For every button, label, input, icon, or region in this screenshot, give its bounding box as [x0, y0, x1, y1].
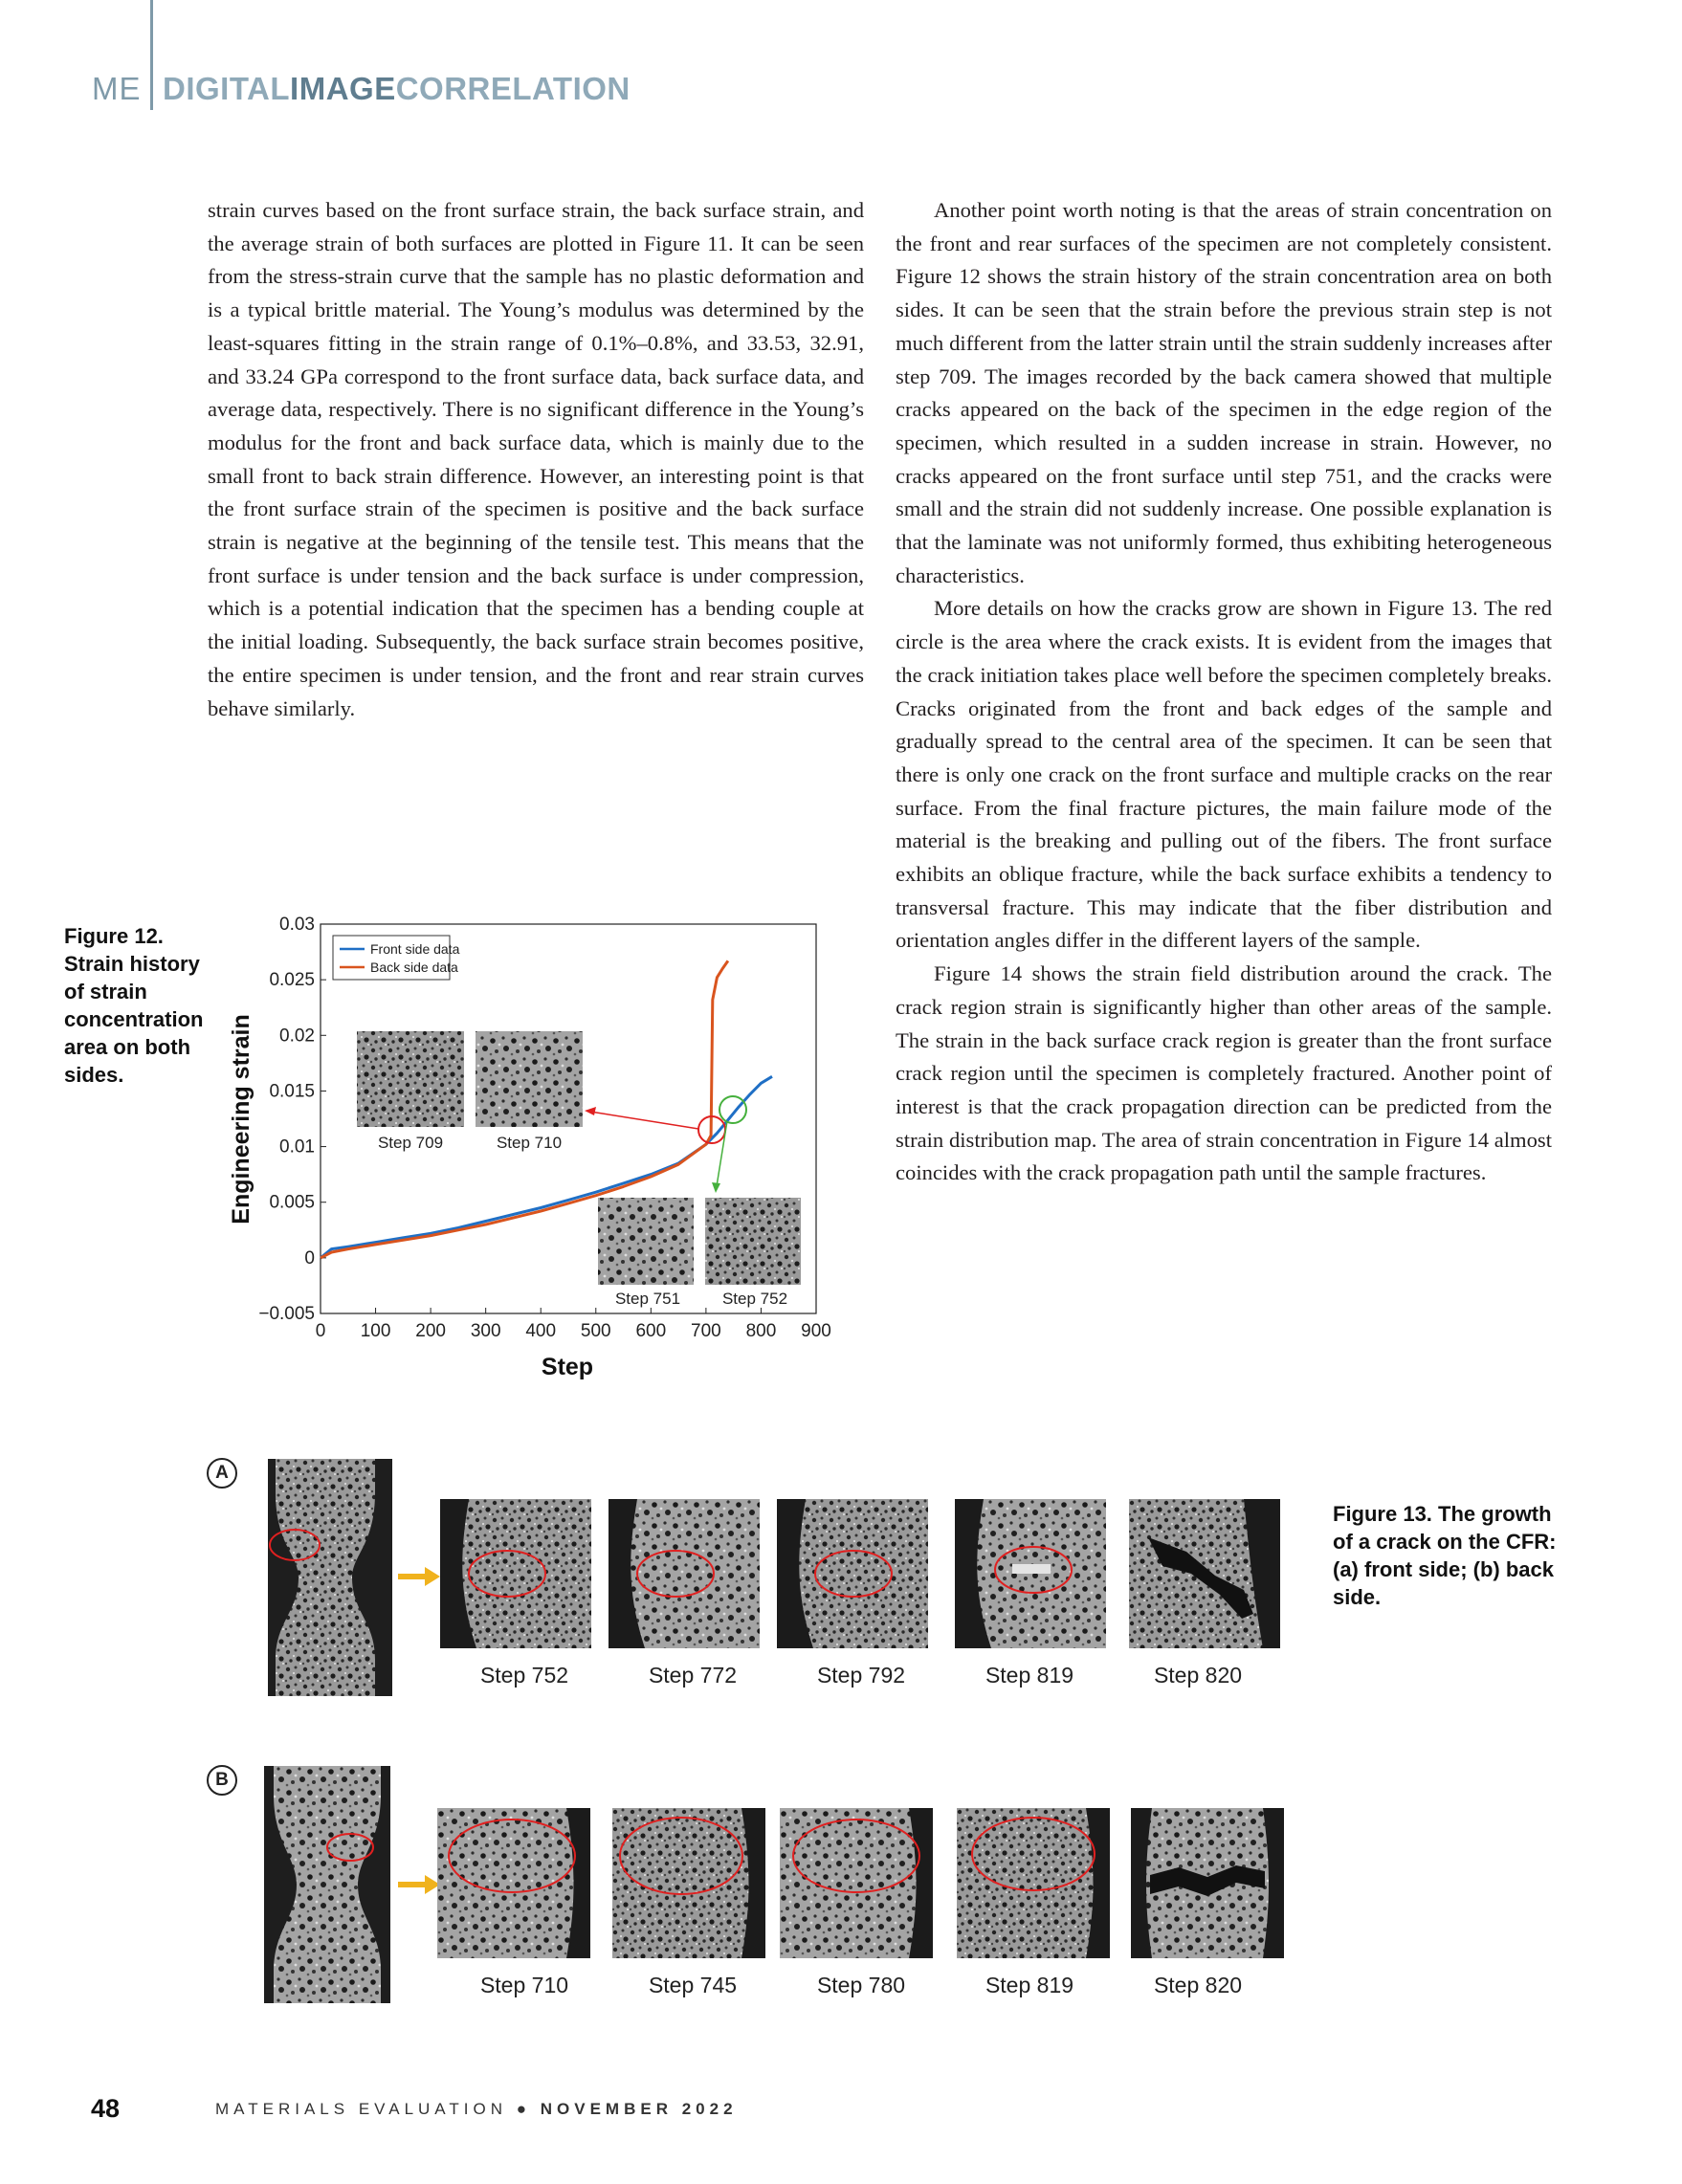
annotation-green-arrowhead — [712, 1182, 720, 1193]
y-tick-label: 0.01 — [279, 1136, 315, 1158]
annotation-red-arrow — [590, 1112, 698, 1129]
y-tick-label: 0.02 — [279, 1026, 315, 1047]
y-tick-label: 0.015 — [269, 1081, 315, 1102]
inset-step-709 — [357, 1031, 464, 1127]
panel-a-step-label: Step 792 — [816, 1663, 906, 1688]
panel-b-photo-1 — [437, 1808, 590, 1958]
panel-a-photo-5 — [1129, 1499, 1280, 1648]
panel-b-step-label: Step 780 — [816, 1973, 906, 1997]
x-tick-label: 500 — [580, 1321, 611, 1341]
panel-b-step-label: Step 710 — [479, 1973, 569, 1997]
inset-step-752 — [705, 1198, 801, 1285]
panel-b-arrow — [398, 1875, 440, 1894]
x-axis-label: Step — [541, 1354, 594, 1380]
inset-label: Step 752 — [721, 1290, 788, 1308]
y-tick-label: −0.005 — [258, 1304, 315, 1324]
right-paragraph-1: Another point worth noting is that the areas of strain concentration on the front and rear surfaces of the specimen are not completely consistent. Figure 12 shows the strain history of the strain concentration area on both sides. It can be seen that the strain before the previous strain step is not much different from the latter strain until the strain suddenly increases after step 709. The images recorded by the back camera showed that multiple cracks appeared on the back of the specimen in the edge region of the specimen, which resulted in a sudden increase in strain. However, no cracks appeared on the front surface until step 751, and the cracks were small and the strain did not suddenly increase. One possible explanation is that the laminate was not uniformly formed, thus exhibiting heterogeneous characteristics. — [896, 198, 1552, 587]
panel-a-arrow — [398, 1567, 440, 1586]
inset-step-710 — [476, 1031, 583, 1127]
figure12-caption: Figure 12. Strain history of strain concentration area on both sides. — [64, 924, 204, 1087]
inset-label: Step 751 — [614, 1290, 681, 1308]
left-paragraph-1: strain curves based on the front surface strain, the back surface strain, and the average strain of both surfaces are plotted in Figure 11. It can be seen from the stress-strain curve that the sample has no plastic deformation and is a typical brittle material. The Young’s modulus was determined by the least-squares fitting in the strain range of 0.1%–0.8%, and 33.53, 32.91, and 33.24 GPa correspond to the front surface data, back surface data, and average data, respectively. There is no significant difference in the Young’s modulus for the front and back surface data, which is mainly due to the small front to back strain difference. However, an interesting point is that the front surface strain of the specimen is positive and the back surface strain is negative at the beginning of the tensile test. This means that the front surface is under tension and the back surface is under compression, which is a potential indication that the specimen has a bending couple at the initial loading. Subsequently, the back surface strain becomes positive, the entire specimen is under tension, and the front and rear strain curves behave similarly. — [208, 198, 864, 720]
annotation-red-arrowhead — [585, 1107, 596, 1115]
journal-footer — [215, 2100, 738, 2119]
panel-a-step-label: Step 772 — [648, 1663, 738, 1688]
x-tick-label: 900 — [801, 1321, 831, 1341]
legend-label-front: Front side data — [370, 941, 460, 957]
figure13-caption: Figure 13. The growth of a crack on the CFR: (a) front side; (b) back side. — [1333, 1502, 1557, 1609]
x-tick-label: 800 — [745, 1321, 777, 1341]
y-tick-label: 0 — [304, 1247, 315, 1268]
y-tick-label: 0.025 — [269, 970, 315, 991]
journal-issue: NOVEMBER 2022 — [540, 2100, 738, 2118]
section-title-part2: IMAGE — [290, 71, 396, 106]
right-paragraph-2: More details on how the cracks grow are shown in Figure 13. The red circle is the area where the crack exists. It is evident from the images that the crack initiation takes place well before the specimen completely breaks. Cracks originated from the front and back edges of the sample and gradually spread to the central area of the specimen. It can be seen that there is only one crack on the front surface and multiple cracks on the rear surface. From the final fracture pictures, the main failure mode of the material is the breaking and pulling out of the fibers. The front surface exhibits an oblique fracture, while the back surface exhibits a tendency to transversal fracture. This may indicate that the fiber distribution and orientation angles differ in the different layers of the sample. — [896, 596, 1552, 953]
panel-a-letter: A — [207, 1458, 237, 1489]
x-tick-label: 700 — [691, 1321, 721, 1341]
section-title-part1: DIGITAL — [163, 71, 291, 106]
y-tick-label: 0.03 — [279, 915, 315, 935]
panel-b-letter: B — [207, 1765, 237, 1796]
section-title — [163, 71, 631, 107]
journal-name: MATERIALS EVALUATION — [215, 2100, 507, 2118]
panel-a-step-label: Step 752 — [479, 1663, 569, 1688]
x-tick-label: 0 — [315, 1321, 326, 1341]
left-column — [208, 194, 864, 725]
chart-insets — [357, 1031, 801, 1308]
x-tick-label: 200 — [415, 1321, 446, 1341]
panel-b-step-label: Step 819 — [985, 1973, 1074, 1997]
bullet-icon: ● — [516, 2100, 532, 2118]
inset-label: Step 710 — [496, 1134, 563, 1152]
panel-b-photo-5 — [1131, 1808, 1284, 1958]
chart-legend — [333, 936, 460, 980]
panel-a-photo-4 — [955, 1499, 1106, 1648]
section-title-part3: CORRELATION — [395, 71, 631, 106]
right-paragraph-3: Figure 14 shows the strain field distribution around the crack. The crack region strain is significantly higher than other areas of the sample. The strain in the back surface crack region is greater than the front surface crack region until the specimen is completely fractured. Another point of interest is that the crack propagation direction can be predicted from the strain distribution map. The area of strain concentration in Figure 14 almost coincides with the crack propagation path until the sample fractures. — [896, 961, 1552, 1185]
panel-b-photo-4 — [957, 1808, 1110, 1958]
page-number: 48 — [91, 2094, 121, 2123]
x-tick-label: 100 — [360, 1321, 391, 1341]
inset-step-751 — [598, 1198, 694, 1285]
panel-a-step-label: Step 820 — [1153, 1663, 1243, 1688]
panel-b-photo-3 — [780, 1808, 933, 1958]
panel-b-step-label: Step 745 — [648, 1973, 738, 1997]
panel-b-specimen-photo — [264, 1766, 390, 2003]
panel-a-specimen-photo — [268, 1459, 392, 1696]
panel-b-photo-2 — [612, 1808, 765, 1958]
right-column — [896, 194, 1552, 1190]
inset-label: Step 709 — [377, 1134, 444, 1152]
x-tick-label: 400 — [525, 1321, 557, 1341]
y-tick-label: 0.005 — [269, 1192, 315, 1213]
section-label: ME — [92, 71, 142, 106]
x-tick-label: 600 — [635, 1321, 667, 1341]
figure12-chart — [215, 909, 847, 1397]
annotation-green-circle — [719, 1096, 746, 1123]
header-rule — [150, 0, 153, 110]
panel-b-step-label: Step 820 — [1153, 1973, 1243, 1997]
y-axis-label: Engineering strain — [228, 1014, 255, 1224]
x-tick-label: 300 — [470, 1321, 501, 1341]
chart-annotations — [585, 1096, 746, 1193]
panel-a-step-label: Step 819 — [985, 1663, 1074, 1688]
panel-a-photo-2 — [609, 1499, 760, 1648]
legend-label-back: Back side data — [370, 960, 458, 975]
panel-a-photo-3 — [777, 1499, 928, 1648]
panel-a-photo-1 — [440, 1499, 591, 1648]
